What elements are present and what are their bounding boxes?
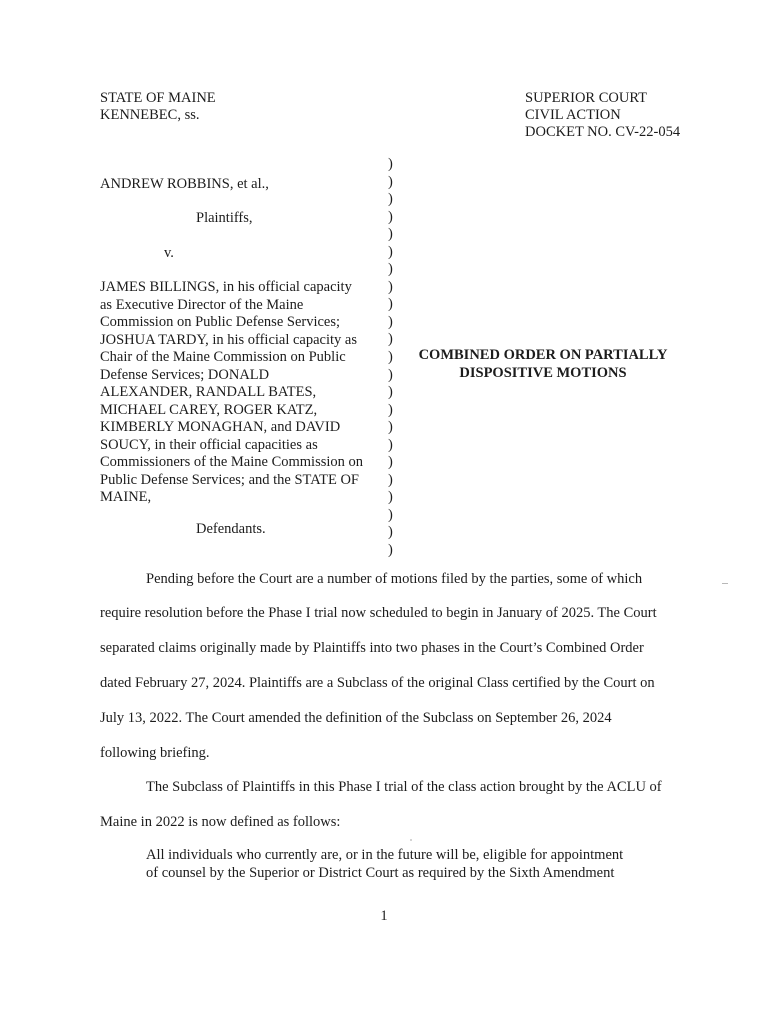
plaintiff-name: ANDREW ROBBINS, et al.,: [100, 176, 269, 192]
subclass-definition-quote: [146, 846, 623, 882]
body-line: dated February 27, 2024. Plaintiffs are a Subclass of the original Class certified by the Court on: [100, 675, 655, 691]
court-name: SUPERIOR COURT: [525, 90, 647, 106]
caption-paren: ): [388, 313, 393, 330]
body-line: separated claims originally made by Plaintiffs into two phases in the Court’s Combined Order: [100, 640, 644, 656]
docket-number: DOCKET NO. CV-22-054: [525, 124, 681, 140]
defendant-line: MAINE,: [100, 489, 152, 505]
defendant-line: MICHAEL CAREY, ROGER KATZ,: [100, 401, 318, 418]
caption-paren: ): [388, 384, 393, 401]
caption-paren: ): [388, 454, 393, 471]
state-line: STATE OF MAINE: [100, 90, 216, 106]
defendant-line: ALEXANDER, RANDALL BATES,: [100, 384, 317, 400]
caption-paren: ): [388, 349, 393, 366]
action-type: CIVIL ACTION: [525, 107, 621, 123]
county-line: KENNEBEC, ss.: [100, 107, 200, 123]
caption-paren: ): [388, 436, 393, 453]
defendant-line: SOUCY, in their official capacities as: [100, 436, 318, 453]
caption-paren: ): [388, 419, 393, 436]
quote-line: All individuals who currently are, or in the future will be, eligible for appointment: [146, 847, 624, 863]
defendant-line: JAMES BILLINGS, in his official capacity: [100, 279, 352, 295]
plaintiffs-label: Plaintiffs,: [196, 210, 253, 226]
body-line: Pending before the Court are a number of motions filed by the parties, some of which: [146, 571, 643, 587]
body-line: require resolution before the Phase I trial now scheduled to begin in January of 2025. The Court: [100, 605, 657, 621]
scan-mark: [722, 583, 728, 584]
order-title-line: DISPOSITIVE MOTIONS: [459, 365, 627, 381]
caption-paren: ): [388, 471, 393, 488]
body-line: Maine in 2022 is now defined as follows:: [100, 814, 341, 830]
order-title: [410, 346, 676, 382]
defendant-line: as Executive Director of the Maine: [100, 296, 304, 313]
caption-paren: ): [388, 173, 393, 190]
caption-paren: ): [388, 331, 393, 348]
defendant-line: JOSHUA TARDY, in his official capacity as: [100, 331, 357, 348]
defendant-line: Chair of the Maine Commission on Public: [100, 349, 346, 365]
caption-paren: ): [388, 542, 393, 559]
caption-parenthesis-column: [388, 156, 393, 560]
caption-paren: ): [388, 489, 393, 506]
defendant-line: Public Defense Services; and the STATE OF: [100, 471, 359, 488]
caption-paren: ): [388, 524, 393, 541]
caption-paren: ): [388, 191, 393, 208]
order-title-line: COMBINED ORDER ON PARTIALLY: [418, 347, 668, 363]
scan-speck: [410, 839, 412, 841]
defendant-line: Commissioners of the Maine Commission on: [100, 454, 364, 470]
defendants-list: [100, 279, 363, 507]
caption-paren: ): [388, 243, 393, 260]
versus-label: v.: [164, 245, 174, 261]
page-number: 1: [380, 908, 388, 924]
defendants-label: Defendants.: [196, 521, 266, 537]
defendant-line: Commission on Public Defense Services;: [100, 314, 341, 330]
body-line: The Subclass of Plaintiffs in this Phase I trial of the class action brought by the ACLU of: [146, 779, 662, 795]
caption-paren: ): [388, 366, 393, 383]
body-line: following briefing.: [100, 745, 210, 761]
caption-paren: ): [388, 296, 393, 313]
caption-paren: ): [388, 156, 393, 172]
caption-paren: ): [388, 226, 393, 243]
body-line: July 13, 2022. The Court amended the definition of the Subclass on September 26, 2024: [100, 710, 612, 726]
caption-paren: ): [388, 506, 393, 523]
caption-paren: ): [388, 261, 393, 278]
defendant-line: Defense Services; DONALD: [100, 366, 270, 383]
defendant-line: KIMBERLY MONAGHAN, and DAVID: [100, 419, 341, 435]
caption-paren: ): [388, 278, 393, 295]
court-docket-header: [525, 90, 680, 141]
caption-paren: ): [388, 208, 393, 225]
court-location-header: [100, 90, 216, 124]
quote-line: of counsel by the Superior or District Court as required by the Sixth Amendment: [146, 865, 615, 881]
caption-paren: ): [388, 401, 393, 418]
